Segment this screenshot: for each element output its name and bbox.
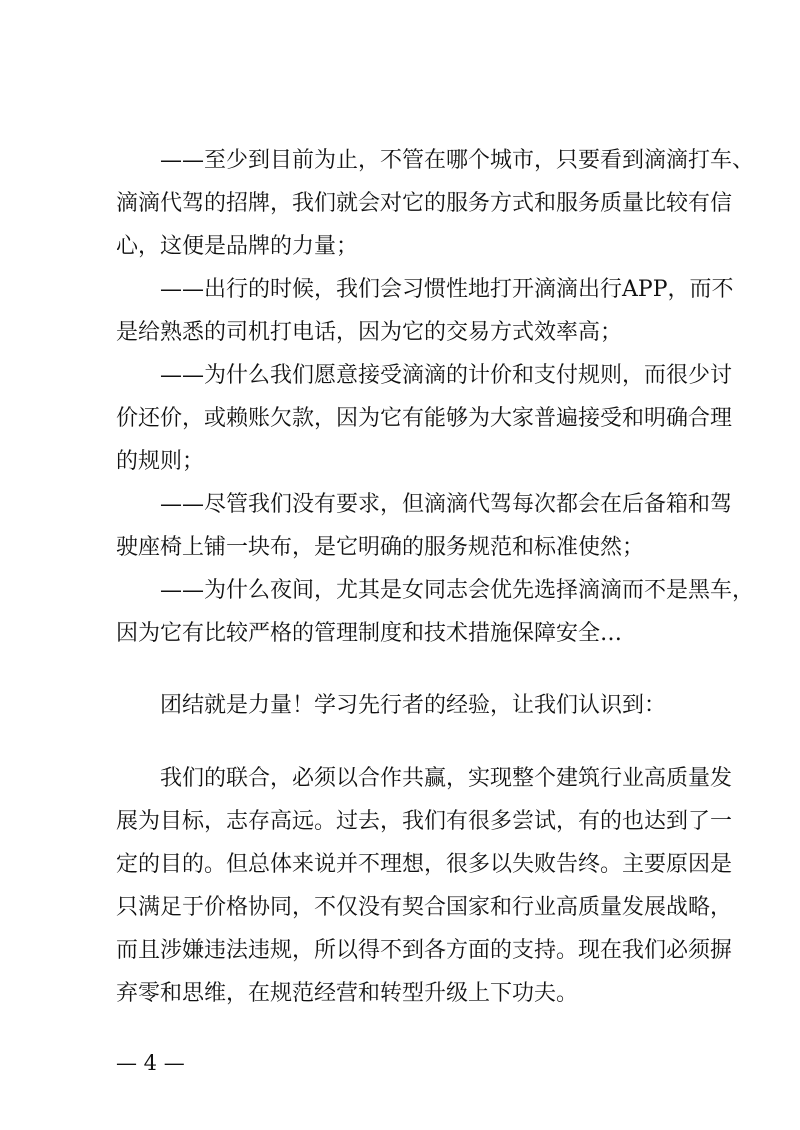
paragraph-7-line-4: 只满足于价格协同，不仅没有契合国家和行业高质量发展战略， [116, 895, 733, 920]
paragraph-2-line-2: 是给熟悉的司机打电话，因为它的交易方式效率高； [116, 320, 623, 345]
paragraph-5-line-1: ——为什么夜间，尤其是女同志会优先选择滴滴而不是黑车， [160, 578, 755, 603]
paragraph-1-line-2: 滴滴代驾的招牌，我们就会对它的服务方式和服务质量比较有信 [116, 191, 733, 216]
paragraph-7-line-1: 我们的联合，必须以合作共赢，实现整个建筑行业高质量发 [160, 766, 733, 791]
paragraph-4-line-2: 驶座椅上铺一块布，是它明确的服务规范和标准使然； [116, 535, 645, 560]
paragraph-6-line-1: 团结就是力量！学习先行者的经验，让我们认识到： [160, 693, 667, 718]
paragraph-7-line-6: 弃零和思维，在规范经营和转型升级上下功夫。 [116, 981, 579, 1006]
paragraph-7-line-5: 而且涉嫌违法违规，所以得不到各方面的支持。现在我们必须摒 [116, 938, 733, 963]
paragraph-3-line-2: 价还价，或赖账欠款，因为它有能够为大家普遍接受和明确合理 [116, 406, 733, 431]
paragraph-3-line-3: 的规则； [116, 449, 205, 474]
paragraph-4-line-1: ——尽管我们没有要求，但滴滴代驾每次都会在后备箱和驾 [160, 492, 733, 517]
paragraph-1-line-1: ——至少到目前为止，不管在哪个城市，只要看到滴滴打车、 [160, 148, 755, 173]
paragraph-7-line-3: 定的目的。但总体来说并不理想，很多以失败告终。主要原因是 [116, 852, 733, 877]
paragraph-5-line-2: 因为它有比较严格的管理制度和技术措施保障安全… [116, 621, 623, 646]
paragraph-1-line-3: 心，这便是品牌的力量； [116, 234, 359, 259]
page-number: — 4 — [116, 1051, 185, 1075]
paragraph-2-line-1: ——出行的时候，我们会习惯性地打开滴滴出行APP，而不 [160, 277, 734, 302]
paragraph-3-line-1: ——为什么我们愿意接受滴滴的计价和支付规则，而很少讨 [160, 363, 733, 388]
paragraph-7-line-2: 展为目标，志存高远。过去，我们有很多尝试，有的也达到了一 [116, 809, 733, 834]
